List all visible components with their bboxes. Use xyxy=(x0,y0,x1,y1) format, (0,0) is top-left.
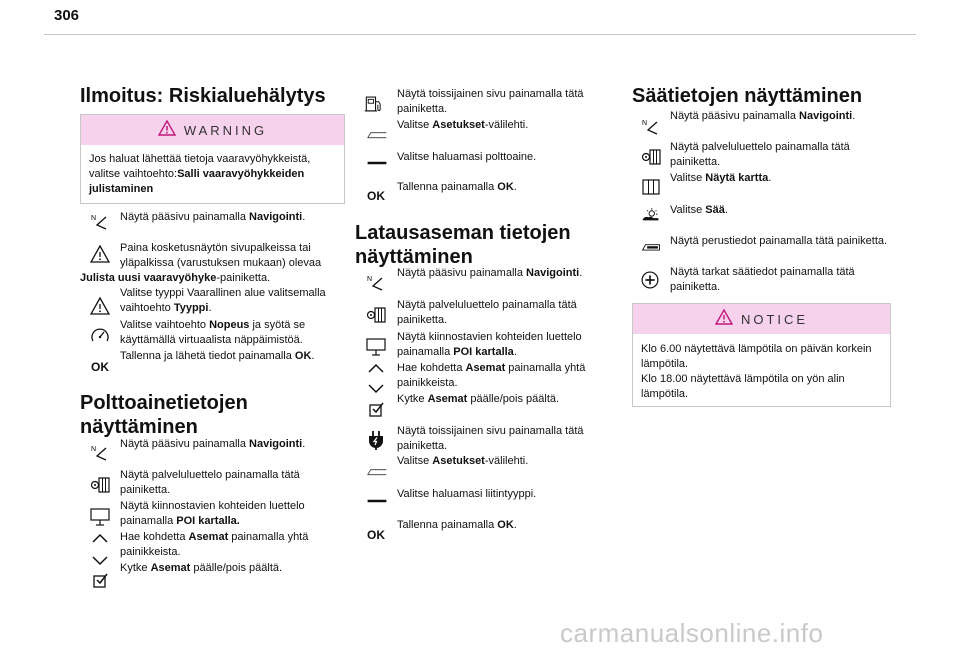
ok-button: OK xyxy=(367,189,385,203)
step-bold: OK xyxy=(497,181,514,193)
step-bold: Asetukset xyxy=(432,455,485,467)
step-text: Valitse xyxy=(397,119,433,131)
step-bold: Nopeus xyxy=(209,319,250,331)
svg-text:N: N xyxy=(91,446,97,453)
warning-text-bold: Salli vaaravyöhykkeiden julistaminen xyxy=(89,168,305,195)
step-declare xyxy=(120,241,345,271)
basic-weather-icon[interactable] xyxy=(638,237,664,257)
section-heading-charging xyxy=(355,221,571,269)
notice-title: NOTICE xyxy=(740,311,809,327)
heading-line: näyttäminen xyxy=(355,246,473,268)
step-bold: Navigointi xyxy=(799,110,853,122)
warning-title: WARNING xyxy=(183,122,268,138)
fuel-step-choose: Valitse haluamasi polttoaine. xyxy=(397,151,537,163)
weather-step-basic: Näytä perustiedot painamalla tätä painiketta. xyxy=(670,235,888,247)
step-speed xyxy=(120,318,345,348)
step-text: Kytke xyxy=(397,393,428,405)
step-type xyxy=(120,286,345,316)
step-text: . xyxy=(513,181,517,193)
step-text: Valitse tyyppi Vaarallinen alue valitsemalla vaihtoehto xyxy=(120,287,326,314)
step-text: Hae kohdetta xyxy=(397,362,466,374)
service-list-icon xyxy=(365,305,387,325)
chevron-up-icon[interactable] xyxy=(89,529,111,549)
heading-line: Latausaseman tietojen xyxy=(355,222,571,244)
weather-step-services: Näytä palveluluettelo painamalla tätä painiketta. xyxy=(670,141,850,168)
step-text: päälle/pois päältä. xyxy=(190,562,283,574)
map-icon[interactable] xyxy=(640,177,662,197)
step-bold: OK xyxy=(497,519,514,531)
step-bold: POI kartalla. xyxy=(176,515,240,527)
warning-triangle-icon xyxy=(89,244,111,264)
notice-line-1: Klo 6.00 näytettävä lämpötila on päivän korkein lämpötila. xyxy=(641,343,872,370)
step-text: Valitse xyxy=(670,204,706,216)
step-text: Näytä pääsivu painamalla xyxy=(397,267,527,279)
step-text: . xyxy=(302,438,306,450)
step-text: -välilehti. xyxy=(484,455,529,467)
navigation-icon xyxy=(89,212,111,232)
add-detail-icon[interactable] xyxy=(638,268,662,292)
warning-triangle-icon xyxy=(158,120,176,141)
charge-step-choose: Valitse haluamasi liitintyyppi. xyxy=(397,488,537,500)
warning-body xyxy=(81,145,344,207)
toggle-check-icon[interactable] xyxy=(365,399,387,419)
step-text: Valitse xyxy=(670,172,706,184)
section-heading-hazard: Ilmoitus: Riskialuehälytys xyxy=(80,85,326,107)
step-text: ja syötä se käyttämällä virtuaalista näppäimistöä. xyxy=(120,319,306,346)
fuel-step-save xyxy=(397,180,605,195)
weather-step-weather xyxy=(670,203,892,218)
chevron-down-icon[interactable] xyxy=(365,378,387,398)
step-bold: Asemat xyxy=(150,562,191,574)
step-text: Näytä kiinnostavien kohteiden luettelo painamalla xyxy=(397,331,582,358)
step-save xyxy=(120,349,345,364)
heading-line: näyttäminen xyxy=(80,416,198,438)
step-text: -välilehti. xyxy=(484,119,529,131)
select-bar-icon[interactable] xyxy=(361,153,393,173)
page-number: 306 xyxy=(54,7,80,24)
fuel-pump-icon xyxy=(361,91,387,117)
step-text: Hae kohdetta xyxy=(120,531,189,543)
step-navigate xyxy=(120,210,345,225)
step-bold: Navigointi xyxy=(249,211,303,223)
charge-step-navigate xyxy=(397,266,605,281)
speed-gauge-icon xyxy=(89,326,111,346)
step-text: painamalla yhtä painikkeista. xyxy=(397,362,586,389)
step-text: . xyxy=(513,519,517,531)
section-heading-fuel xyxy=(80,391,248,439)
step-bold: Julista uusi vaaravyöhyke xyxy=(80,272,217,284)
step-text: Näytä pääsivu painamalla xyxy=(670,110,800,122)
warning-box-header xyxy=(81,115,344,145)
step-text: Näytä kiinnostavien kohteiden luettelo painamalla xyxy=(120,500,305,527)
charge-step-search xyxy=(397,361,605,391)
weather-step-navigate xyxy=(670,109,892,124)
notice-box xyxy=(632,303,891,407)
svg-text:N: N xyxy=(642,120,648,127)
step-text: Tallenna painamalla xyxy=(397,519,498,531)
step-text: . xyxy=(513,346,517,358)
fuel-step-services: Näytä palveluluettelo painamalla tätä painiketta. xyxy=(120,469,300,496)
step-bold: Tyyppi xyxy=(173,302,209,314)
step-text: Tallenna ja lähetä tiedot painamalla xyxy=(120,350,295,362)
fuel-step-navigate xyxy=(120,437,345,452)
weather-icon[interactable] xyxy=(638,205,664,225)
notice-line-2: Klo 18.00 näytettävä lämpötila on yön alin lämpötila. xyxy=(641,373,845,400)
service-list-icon xyxy=(640,147,662,167)
fuel-step-settings xyxy=(397,118,605,133)
poi-map-icon xyxy=(365,336,387,356)
svg-text:N: N xyxy=(91,215,97,222)
chevron-down-icon[interactable] xyxy=(89,550,111,570)
step-bold: Asemat xyxy=(188,531,229,543)
step-text: Kytke xyxy=(120,562,151,574)
step-bold: Navigointi xyxy=(526,267,580,279)
fuel-step-secondary: Näytä toissijainen sivu painamalla tätä painiketta. xyxy=(397,88,584,115)
step-text: . xyxy=(311,350,315,362)
charge-step-toggle xyxy=(397,392,605,407)
step-bold: Asemat xyxy=(427,393,468,405)
chevron-up-icon[interactable] xyxy=(365,359,387,379)
section-heading-weather: Säätietojen näyttäminen xyxy=(632,85,863,107)
step-bold: POI kartalla xyxy=(453,346,514,358)
fuel-step-search xyxy=(120,530,345,560)
step-text: päälle/pois päältä. xyxy=(467,393,560,405)
step-text: painamalla yhtä painikkeista. xyxy=(120,531,309,558)
charge-step-poi xyxy=(397,330,605,360)
step-text: . xyxy=(852,110,856,122)
warning-triangle-icon xyxy=(89,296,111,316)
step-text: Näytä pääsivu painamalla xyxy=(120,438,250,450)
step-bold: OK xyxy=(294,350,312,362)
fuel-step-toggle xyxy=(120,561,345,576)
step-text: Valitse xyxy=(397,455,433,467)
heading-line: Polttoainetietojen xyxy=(80,392,248,414)
step-text: . xyxy=(302,211,306,223)
charge-step-save xyxy=(397,518,605,533)
warning-text: Jos haluat lähettää tietoja vaaravyöhykkeistä, valitse vaihtoehto: xyxy=(89,153,311,180)
step-bold: Asetukset xyxy=(432,119,485,131)
step-text: . xyxy=(724,204,728,216)
ok-button: OK xyxy=(91,360,109,374)
navigation-icon xyxy=(640,117,662,137)
fuel-step-poi xyxy=(120,499,345,529)
service-list-icon xyxy=(89,475,111,495)
svg-text:N: N xyxy=(367,276,373,283)
watermark: carmanualsonline.info xyxy=(560,618,824,648)
ok-button: OK xyxy=(367,528,385,542)
warning-triangle-icon xyxy=(715,309,733,330)
step-text: . xyxy=(579,267,583,279)
settings-tab-icon[interactable] xyxy=(361,461,393,481)
step-text: Valitse vaihtoehto xyxy=(120,319,210,331)
step-bold: Asemat xyxy=(465,362,506,374)
step-text: . xyxy=(768,172,772,184)
navigation-icon xyxy=(89,443,111,463)
step-text: Paina kosketusnäytön sivupalkeissa tai yläpalkissa (varustuksen mukaan) olevaa xyxy=(120,242,322,269)
step-text: -painiketta. xyxy=(216,272,271,284)
step-bold: Sää xyxy=(705,204,725,216)
warning-box xyxy=(80,114,345,204)
notice-box-header xyxy=(633,304,890,334)
step-text: . xyxy=(208,302,212,314)
charge-step-services: Näytä palveluluettelo painamalla tätä painiketta. xyxy=(397,299,577,326)
charge-step-secondary: Näytä toissijainen sivu painamalla tätä painiketta. xyxy=(397,425,584,452)
toggle-check-icon[interactable] xyxy=(89,570,111,590)
charge-step-settings xyxy=(397,454,605,469)
select-bar-icon[interactable] xyxy=(361,491,393,511)
settings-tab-icon[interactable] xyxy=(361,124,393,144)
poi-map-icon xyxy=(89,506,111,526)
charging-plug-icon xyxy=(365,430,387,450)
weather-step-detail: Näytä tarkat säätiedot painamalla tätä painiketta. xyxy=(670,266,855,293)
step-declare-cont xyxy=(80,271,345,286)
weather-step-map xyxy=(670,171,892,186)
step-bold: Navigointi xyxy=(249,438,303,450)
step-text: Näytä pääsivu painamalla xyxy=(120,211,250,223)
step-bold: Näytä kartta xyxy=(705,172,769,184)
step-text: Tallenna painamalla xyxy=(397,181,498,193)
notice-body xyxy=(633,334,890,412)
top-divider xyxy=(44,34,916,35)
navigation-icon xyxy=(365,273,387,293)
